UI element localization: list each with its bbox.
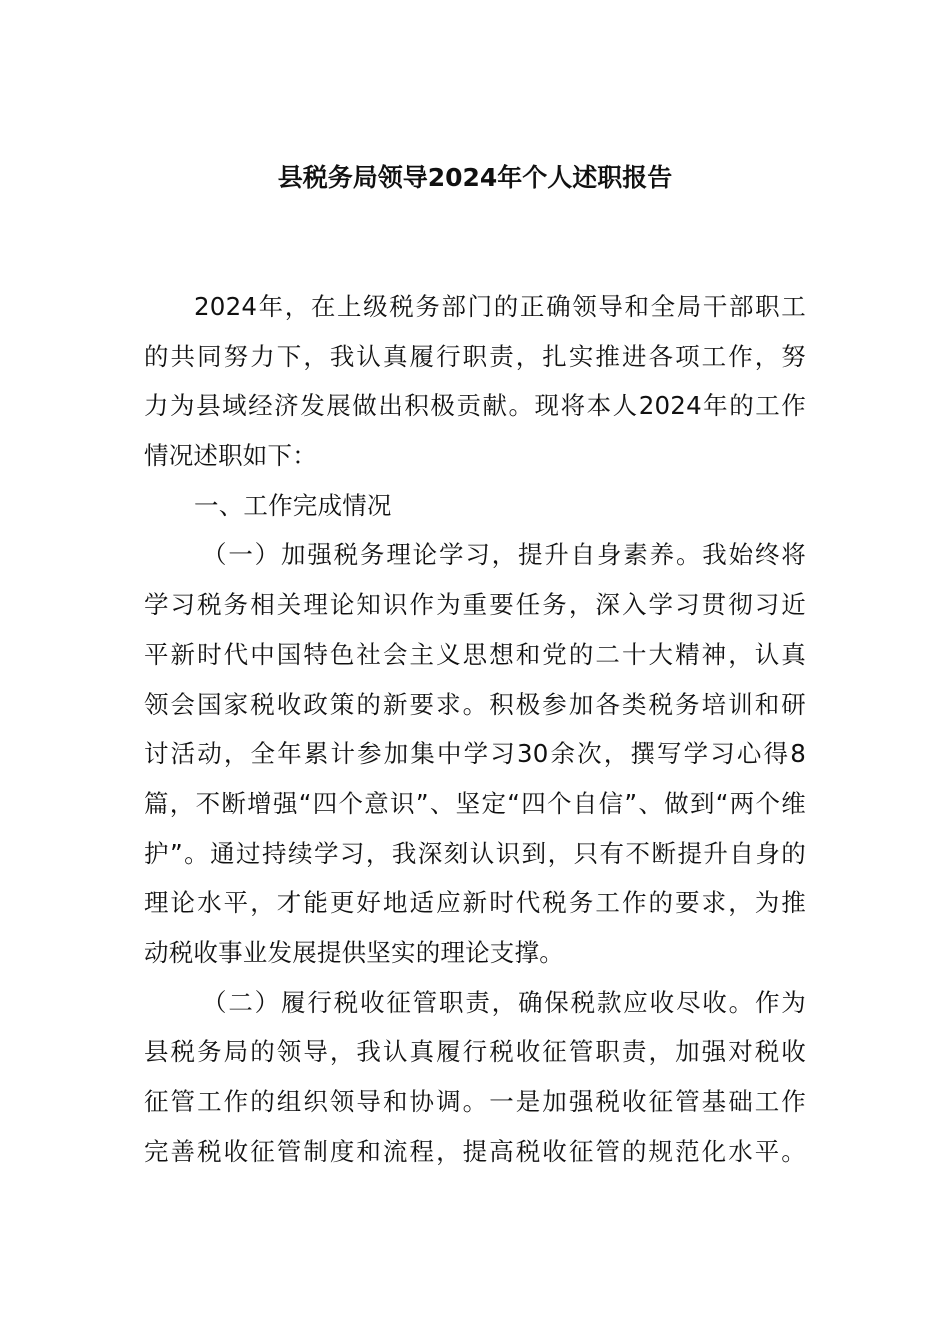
paragraph-line: （一）加强税务理论学习，提升自身素养。我始终将: [202, 540, 806, 570]
paragraph-line: （二）履行税收征管职责，确保税款应收尽收。作为: [202, 987, 806, 1017]
document-body: [144, 282, 806, 1176]
paragraph-line: 征管工作的组织领导和协调。一是加强税收征管基础工作: [144, 1087, 806, 1116]
paragraph-line: 平新时代中国特色社会主义思想和党的二十大精神，认真: [144, 639, 806, 669]
paragraph-line: 力为县域经济发展做出积极贡献。现将本人2024年的工作: [144, 391, 806, 421]
paragraph-line: 篇，不断增强“四个意识”、坚定“四个自信”、做到“两个维: [144, 788, 806, 818]
paragraph-line: 县税务局的领导，我认真履行税收征管职责，加强对税收: [144, 1037, 806, 1067]
paragraph-line: 动税收事业发展提供坚实的理论支撑。: [144, 937, 564, 967]
paragraph-line: 2024年，在上级税务部门的正确领导和全局干部职工: [194, 292, 806, 321]
paragraph-line: 理论水平，才能更好地适应新时代税务工作的要求，为推: [144, 888, 806, 918]
paragraph-line: 学习税务相关理论知识作为重要任务，深入学习贯彻习近: [144, 590, 806, 620]
paragraph-line: 的共同努力下，我认真履行职责，扎实推进各项工作，努: [144, 341, 806, 371]
paragraph-line: 情况述职如下：: [144, 441, 317, 471]
paragraph-line: 护”。通过持续学习，我深刻认识到，只有不断提升自身的: [144, 838, 806, 868]
paragraph-line: 完善税收征管制度和流程，提高税收征管的规范化水平。: [144, 1136, 806, 1166]
paragraph-line: 领会国家税收政策的新要求。积极参加各类税务培训和研: [144, 689, 806, 719]
section-heading: 一、工作完成情况: [194, 490, 392, 520]
paragraph-line: 讨活动，全年累计参加集中学习30余次，撰写学习心得8: [144, 739, 806, 769]
document-title: 县税务局领导2024年个人述职报告: [277, 163, 673, 192]
